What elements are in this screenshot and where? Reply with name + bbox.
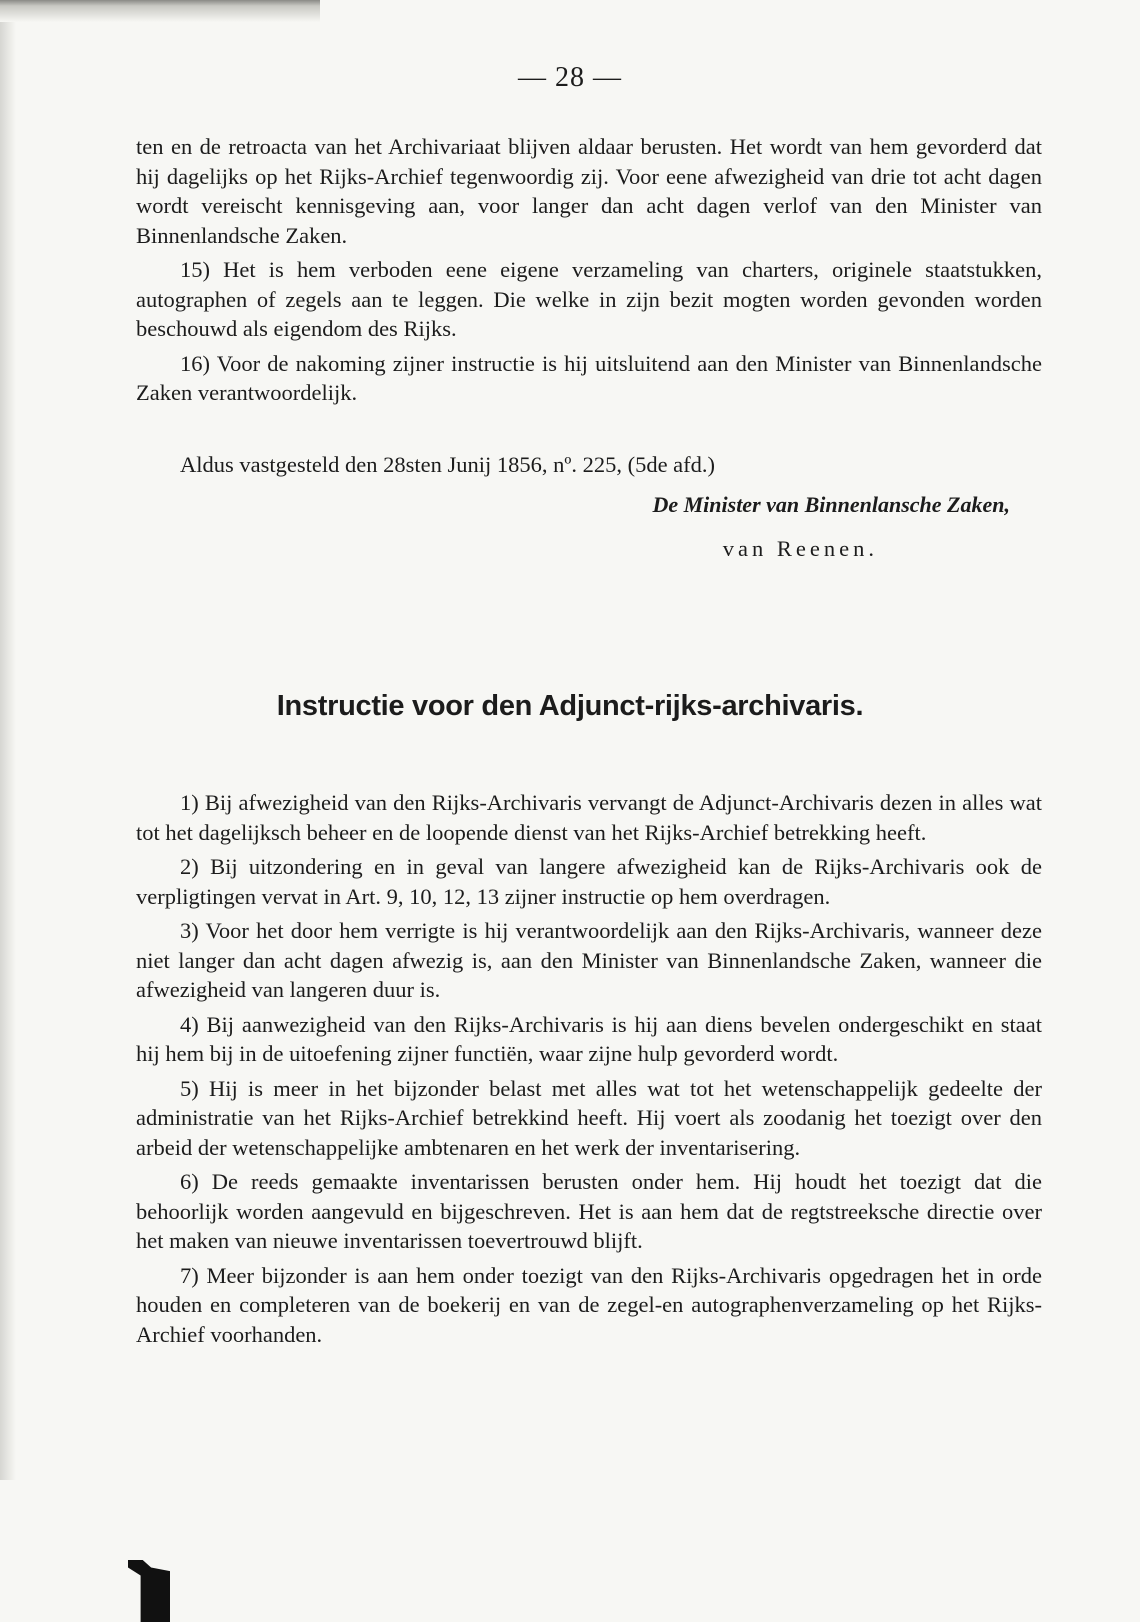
scan-top-edge bbox=[0, 0, 320, 22]
signature-name: van Reenen. bbox=[722, 536, 878, 561]
instruction-item-1: 1) Bij afwezigheid van den Rijks-Archivaris vervangt de Adjunct-Archivaris dezen in alles wat tot het dagelijksch beheer en de loopende dienst van het Rijks-Archief betrekking heeft. bbox=[136, 790, 1042, 845]
paragraph-continuation: ten en de retroacta van het Archivariaat blijven aldaar berusten. Het wordt van hem gevorderd dat hij dagelijks op het Rijks-Archief tegenwoordig zij. Voor eene afwezigheid van drie tot acht dagen wordt vereischt kennisgeving aan, voor langer dan acht dagen verlof van den Minister van Binnenlandsche Zaken. bbox=[136, 134, 1042, 248]
intro-text bbox=[136, 132, 1042, 413]
scan-corner-mark bbox=[128, 1560, 170, 1622]
page-number: — 28 — bbox=[518, 62, 622, 93]
instruction-item-6: 6) De reeds gemaakte inventarissen berusten onder hem. Hij houdt het toezigt dat die behoorlijk worden aangevuld en bijgeschreven. Het is aan hem dat de regtstreeksche directie over het maken van nieuwe inventarissen toevertrouwd blijft. bbox=[136, 1169, 1042, 1253]
instruction-item-7: 7) Meer bijzonder is aan hem onder toezigt van den Rijks-Archivaris opgedragen het in orde houden en completeren van de boekerij en van de zegel-en autographenverzameling op het Rijks-Archief voorhanden. bbox=[136, 1262, 1042, 1347]
paragraph-article-15: 15) Het is hem verboden eene eigene verzameling van charters, originele staatstukken, autographen of zegels aan te leggen. Die welke in zijn bezit mogten worden gevonden worden beschouwd als eigendom des Rijks. bbox=[136, 257, 1042, 341]
scan-left-edge bbox=[0, 0, 16, 1480]
instruction-item-5: 5) Hij is meer in het bijzonder belast met alles wat tot het wetenschappelijk gedeelte der administratie van het Rijks-Archief betrekkind heeft. Hij voert als zoodanig het toezigt over den arbeid der wetenschappelijke ambtenaren en het werk der inventarisering. bbox=[136, 1075, 1042, 1160]
instruction-item-4: 4) Bij aanwezigheid van den Rijks-Archivaris is hij aan diens bevelen ondergeschikt en staat hij hem bij in de uitoefening zijner functiën, waar zijne hulp gevorderd wordt. bbox=[136, 1011, 1042, 1066]
instruction-item-2: 2) Bij uitzondering en in geval van langere afwezigheid kan de Rijks-Archivaris ook de verpligtingen vervat in Art. 9, 10, 12, 13 zijner instructie op hem overdragen. bbox=[136, 854, 1042, 909]
instruction-text bbox=[136, 788, 1042, 1354]
paragraph-article-16: 16) Voor de nakoming zijner instructie is hij uitsluitend aan den Minister van Binnenlandsche Zaken verantwoordelijk. bbox=[136, 350, 1042, 405]
instruction-item-3: 3) Voor het door hem verrigte is hij verantwoordelijk aan den Rijks-Archivaris, wanneer deze niet langer dan acht dagen afwezig is, aan den Minister van Binnenlandsche Zaken, wanneer die afwezigheid van langeren duur is. bbox=[136, 918, 1042, 1002]
signature-date: Aldus vastgesteld den 28sten Junij 1856, nº. 225, (5de afd.) bbox=[180, 452, 716, 477]
signature-office: De Minister van Binnenlansche Zaken, bbox=[652, 492, 1010, 517]
section-title: Instructie voor den Adjunct-rijks-archivaris. bbox=[276, 690, 864, 722]
